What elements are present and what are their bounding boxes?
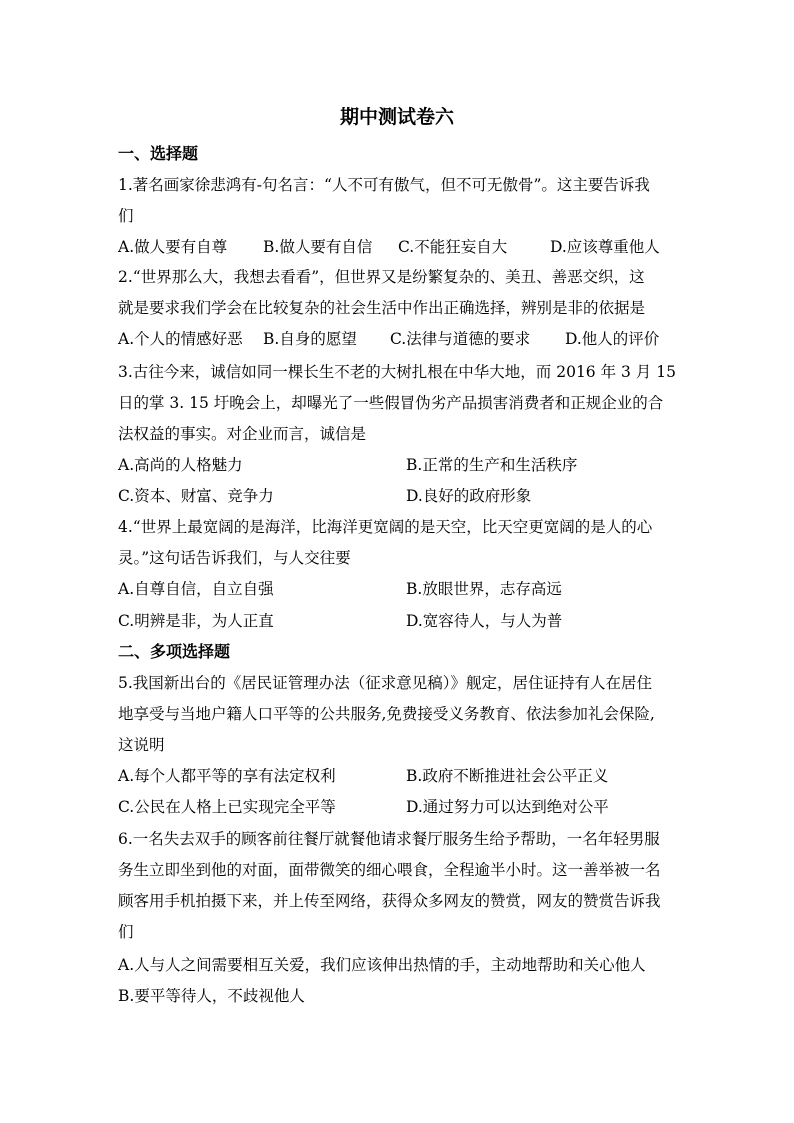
question-6-option-b: B.要平等待人，不歧视他人 bbox=[118, 987, 305, 1005]
question-2-option-b: B.自身的愿望 bbox=[263, 330, 357, 348]
question-4-option-a: A.自尊自信，自立自强 bbox=[118, 580, 274, 598]
question-3-option-d: D.良好的政府形象 bbox=[406, 487, 532, 505]
question-1-stem-cont: 们 bbox=[118, 207, 134, 225]
section-heading-multiple-choice: 二、多项选择题 bbox=[118, 642, 231, 661]
question-5-option-c: C.公民在人格上已实现完全平等 bbox=[118, 798, 336, 816]
question-5-stem-cont2: 这说明 bbox=[118, 736, 165, 754]
question-2-option-a: A.个人的情感好恶 bbox=[118, 330, 243, 348]
question-1-option-c: C.不能狂妄自大 bbox=[398, 238, 508, 256]
question-1-stem: 1.著名画家徐悲鸿有-句名言：“人不可有傲气，但不可无傲骨”。这主要告诉我 bbox=[118, 176, 650, 194]
question-2-stem-cont: 就是要求我们学会在比较复杂的社会生活中作出正确选择，辨别是非的依据是 bbox=[118, 299, 646, 317]
question-2-option-d: D.他人的评价 bbox=[565, 330, 660, 348]
question-6-stem-cont2: 顾客用手机拍摄下来，并上传至网络，获得众多网友的赞赏，网友的赞赏告诉我 bbox=[118, 892, 661, 910]
question-4-option-b: B.放眼世界，志存高远 bbox=[406, 580, 562, 598]
question-3-stem-cont2: 法权益的事实。对企业而言，诚信是 bbox=[118, 425, 367, 443]
question-4-option-d: D.宽容待人，与人为普 bbox=[406, 612, 563, 630]
question-6-stem-cont3: 们 bbox=[118, 923, 134, 941]
question-4-stem-cont: 灵。”这句话告诉我们，与人交往要 bbox=[118, 549, 351, 567]
question-2-option-c: C.法律与道德的要求 bbox=[390, 330, 531, 348]
question-3-stem: 3.古往今来，诚信如同一棵长生不老的大树扎根在中华大地，而 2016 年 3 月 15 bbox=[118, 363, 676, 381]
question-5-option-d: D.通过努力可以达到绝对公平 bbox=[406, 798, 609, 816]
question-3-option-b: B.正常的生产和生活秩序 bbox=[406, 456, 578, 474]
question-5-option-b: B.政府不断推进社会公平正义 bbox=[406, 767, 609, 785]
question-5-stem: 5.我国新出台的《居民证管理办法（征求意见稿）》舰定，居住证持有人在居住 bbox=[118, 674, 653, 692]
question-3-option-c: C.资本、财富、竞争力 bbox=[118, 487, 274, 505]
question-3-stem-cont: 日的掌 3. 15 圩晚会上，却曝光了一些假冒伪劣产品损害消费者和正规企业的合 bbox=[118, 394, 664, 412]
question-6-option-a: A.人与人之间需要相互关爱，我们应该伸出热情的手，主动地帮助和关心他人 bbox=[118, 956, 646, 974]
question-4-option-c: C.明辨是非，为人正直 bbox=[118, 612, 274, 630]
section-heading-single-choice: 一、选择题 bbox=[118, 144, 199, 163]
question-1-option-b: B.做人要有自信 bbox=[263, 238, 373, 256]
question-3-option-a: A.高尚的人格魅力 bbox=[118, 456, 243, 474]
page-title: 期中测试卷六 bbox=[339, 106, 454, 128]
question-6-stem: 6.一名失去双手的顾客前往餐厅就餐他请求餐厅服务生给予帮助，一名年轻男服 bbox=[118, 830, 660, 848]
question-2-stem: 2.“世界那么大，我想去看看”，但世界又是纷繁复杂的、美丑、善恶交织，这 bbox=[118, 268, 645, 286]
question-5-option-a: A.每个人都平等的享有法定权利 bbox=[118, 767, 336, 785]
question-6-stem-cont: 务生立即坐到他的对面，面带微笑的细心喂食，全程逾半小时。这一善举被一名 bbox=[118, 861, 661, 879]
question-1-option-d: D.应该尊重他人 bbox=[550, 238, 660, 256]
question-4-stem: 4.“世界上最宽阔的是海洋，比海洋更宽阔的是天空，比天空更宽阔的是人的心 bbox=[118, 518, 653, 536]
question-5-stem-cont: 地享受与当地户籍人口平等的公共服务,免费接受义务教育、依法参加礼会保险, bbox=[118, 705, 655, 723]
question-1-option-a: A.做人要有自尊 bbox=[118, 238, 228, 256]
